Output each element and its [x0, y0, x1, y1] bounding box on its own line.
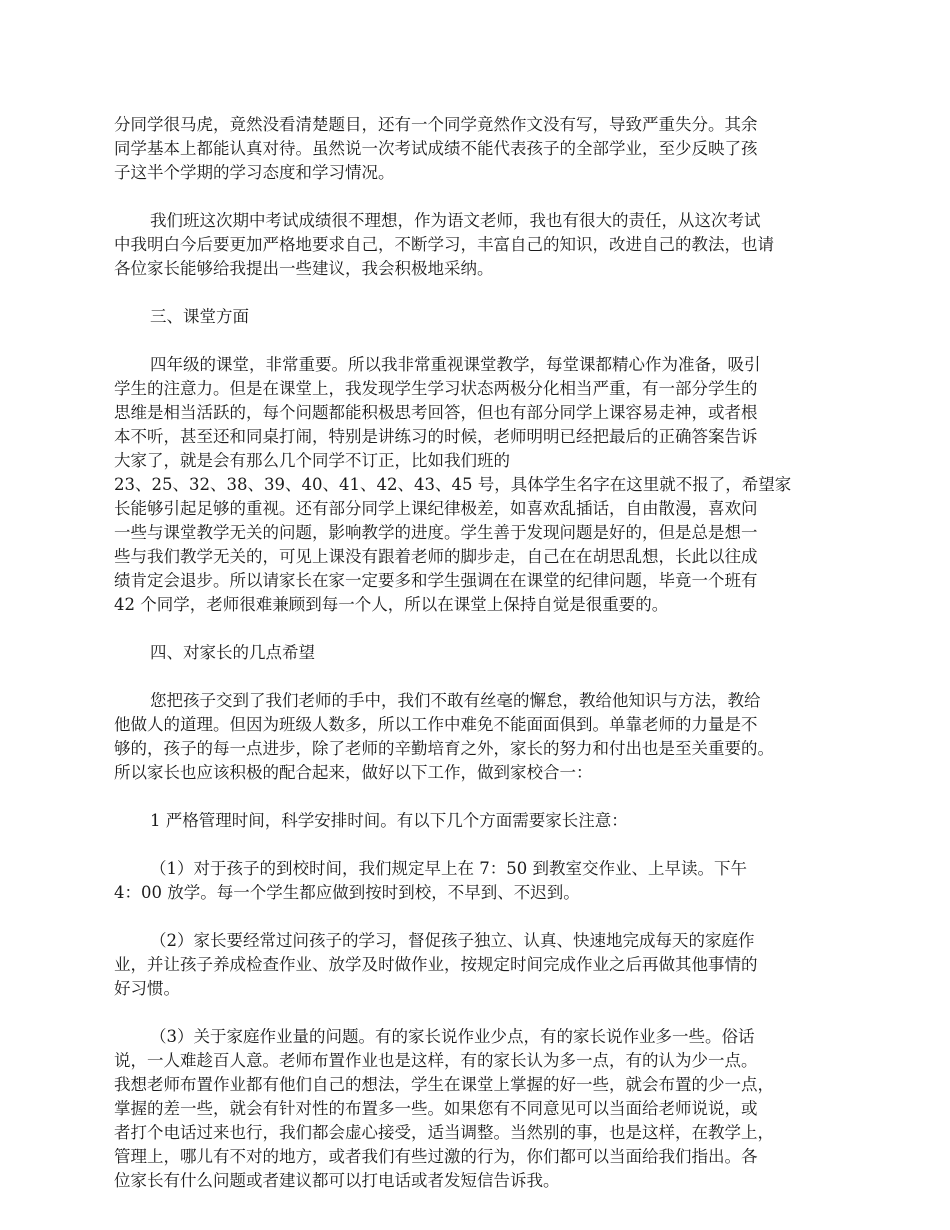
section-heading [114, 305, 839, 329]
text-line: 42 个同学，老师很难兼顾到每一个人，所以在课堂上保持自觉是很重要的。 [114, 595, 669, 614]
paragraph [114, 857, 839, 905]
paragraph [114, 689, 839, 785]
section-heading-text: 三、课堂方面 [150, 307, 249, 326]
text-line: 学生的注意力。但是在课堂上，我发现学生学习状态两极分化相当严重，有一部分学生的 [114, 379, 758, 398]
text-line: 四年级的课堂，非常重要。所以我非常重视课堂教学，每堂课都精心作为准备，吸引 [150, 355, 761, 374]
text-line: 思维是相当活跃的，每个问题都能积极思考回答，但也有部分同学上课容易走神，或者根 [114, 403, 758, 422]
text-line: 中我明白今后要更加严格地要求自己，不断学习，丰富自己的知识，改进自己的教法，也请 [114, 235, 774, 254]
text-line: 您把孩子交到了我们老师的手中，我们不敢有丝毫的懈怠，教给他知识与方法，教给 [150, 691, 761, 710]
text-line: 长能够引起足够的重视。还有部分同学上课纪律极差，如喜欢乱插话，自由散漫，喜欢问 [114, 499, 758, 518]
text-line: 分同学很马虎，竟然没看清楚题目，还有一个同学竟然作文没有写，导致严重失分。其余 [114, 115, 758, 134]
text-line: 我们班这次期中考试成绩很不理想，作为语文老师，我也有很大的责任，从这次考试 [150, 211, 761, 230]
text-line: （1）对于孩子的到校时间，我们规定早上在 7：50 到教室交作业、上早读。下午 [150, 859, 747, 878]
text-line: 掌握的差一些，就会有针对性的布置多一些。如果您有不同意见可以当面给老师说说，或 [114, 1099, 758, 1118]
paragraph [114, 1025, 839, 1193]
text-line: 同学基本上都能认真对待。虽然说一次考试成绩不能代表孩子的全部学业，至少反映了孩 [114, 139, 758, 158]
section-heading-text: 四、对家长的几点希望 [150, 643, 315, 662]
paragraph [114, 113, 839, 185]
text-line: （2）家长要经常过问孩子的学习，督促孩子独立、认真、快速地完成每天的家庭作 [150, 931, 755, 950]
text-line: （3）关于家庭作业量的问题。有的家长说作业少点，有的家长说作业多一些。俗话 [150, 1027, 755, 1046]
text-line: 够的，孩子的每一点进步，除了老师的辛勤培育之外，家长的努力和付出也是至关重要的。 [114, 739, 774, 758]
text-line: 我想老师布置作业都有他们自己的想法，学生在课堂上掌握的好一些，就会布置的少一点， [114, 1075, 774, 1094]
text-line: 本不听，甚至还和同桌打闹，特别是讲练习的时候，老师明明已经把最后的正确答案告诉 [114, 427, 758, 446]
paragraph [114, 929, 839, 1001]
section-heading [114, 641, 839, 665]
text-line: 子这半个学期的学习态度和学习情况。 [114, 163, 395, 182]
text-line: 各位家长能够给我提出一些建议，我会积极地采纳。 [114, 259, 494, 278]
text-line: 他做人的道理。但因为班级人数多，所以工作中难免不能面面俱到。单靠老师的力量是不 [114, 715, 758, 734]
text-line: 好习惯。 [114, 979, 180, 998]
text-line: 大家了，就是会有那么几个同学不订正，比如我们班的 [114, 451, 510, 470]
paragraph [114, 209, 839, 281]
text-line: 所以家长也应该积极的配合起来，做好以下工作，做到家校合一： [114, 763, 593, 782]
text-line: 管理上，哪儿有不对的地方，或者我们有些过激的行为，你们都可以当面给我们指出。各 [114, 1147, 758, 1166]
text-line: 者打个电话过来也行，我们都会虚心接受，适当调整。当然别的事，也是这样，在教学上， [114, 1123, 774, 1142]
text-line: 位家长有什么问题或者建议都可以打电话或者发短信告诉我。 [114, 1171, 560, 1190]
text-line: 些与我们教学无关的，可见上课没有跟着老师的脚步走，自己在在胡思乱想，长此以往成 [114, 547, 758, 566]
text-line: 绩肯定会退步。所以请家长在家一定要多和学生强调在在课堂的纪律问题，毕竟一个班有 [114, 571, 758, 590]
text-line: 4：00 放学。每一个学生都应做到按时到校，不早到、不迟到。 [114, 883, 580, 902]
paragraph [114, 353, 839, 617]
text-line: 说，一人难趁百人意。老师布置作业也是这样，有的家长认为多一点，有的认为少一点。 [114, 1051, 758, 1070]
document-page [114, 113, 839, 1217]
text-line: 1 严格管理时间，科学安排时间。有以下几个方面需要家长注意： [150, 811, 628, 830]
paragraph [114, 809, 839, 833]
text-line: 一些与课堂教学无关的问题，影响教学的进度。学生善于发现问题是好的，但是总是想一 [114, 523, 758, 542]
text-line: 业，并让孩子养成检查作业、放学及时做作业，按规定时间完成作业之后再做其他事情的 [114, 955, 758, 974]
text-line: 23、25、32、38、39、40、41、42、43、45 号，具体学生名字在这里就不报了，希望家 [114, 475, 792, 494]
